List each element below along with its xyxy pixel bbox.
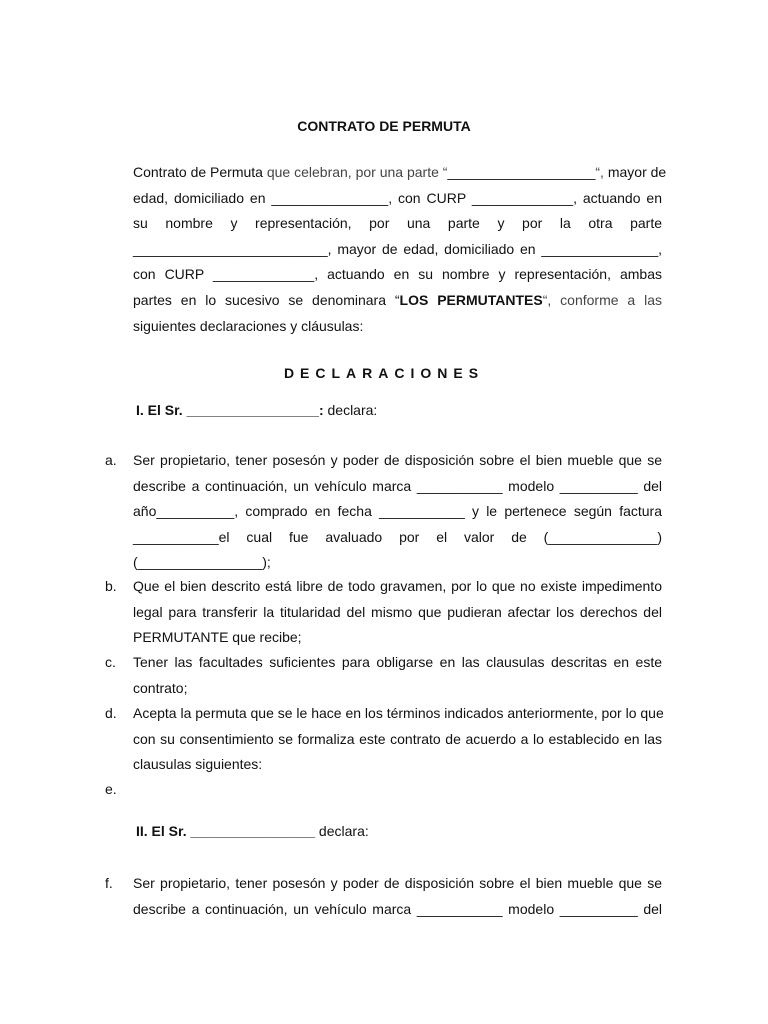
item-marker: d. [105,705,117,721]
document-title: CONTRATO DE PERMUTA [297,118,471,134]
document-page: CONTRATO DE PERMUTA Contrato de Permuta que celebran, por una parte “___________________“, mayor de edad, domiciliado en _______________, con CURP _____________, actuando en su nombre y representación, por una parte y por la otra parte _________________________, mayor de edad, domiciliado en _______________, con CURP _____________, actuando en su nombre y representación, ambas partes en lo sucesivo se denominara “LOS PERMUTANTES“, conforme a las siguientes declaraciones y cláusulas: DECLARACIONES I. El Sr. _________________: declara: a. Ser propietario, tener posesón y poder de disposición sobre el bien mueble que se describe a continuación, un vehículo marca ___________ modelo __________ del año__________, comprado en fecha ___________ y le pertenece según factura ___________el cual fue avaluado por el valor de (______________) (________________); b. Que el bien descrito está libre de todo gravamen, por lo que no existe impedimento legal para transferir la titularidad del mismo que pudieran afectar los derechos del PERMUTANTE que recibe; c. Tener las facultades suficientes para obligarse en las clausulas descritas en este contrato; d. Acepta la permuta que se le hace en los términos indicados anteriormente, por lo que con su consentimiento se formaliza este contrato de acuerdo a lo establecido en las clausulas siguientes: e. II. El Sr. ________________ declara: f. Ser propietario, tener posesón y poder de disposición sobre el bien mueble que se describe a continuación, un vehículo marca ___________ modelo __________ del [0,0,768,1024]
intro-line: _________________________, mayor de edad, domiciliado en _______________, [133,240,662,257]
intro-line: edad, domiciliado en _______________, con CURP _____________, actuando en [133,189,662,206]
declaraciones-heading: DECLARACIONES [283,365,485,381]
intro-line: su nombre y representación, por una parte y por la otra parte [133,215,662,232]
declarant-2: II. El Sr. ________________ declara: [136,823,369,839]
item-marker: e. [105,781,117,797]
item-marker: f. [105,875,113,891]
intro-paragraph [133,160,667,339]
item-marker: b. [105,578,117,594]
intro-line: con CURP _____________, actuando en su nombre y representación, ambas [133,266,662,283]
item-marker: c. [105,654,116,670]
item-marker: a. [105,452,117,468]
intro-line: siguientes declaraciones y cláusulas: [133,317,364,334]
intro-line: Contrato de Permuta que celebran, por una parte “___________________“, mayor de [133,164,667,180]
declarant-1: I. El Sr. _________________: declara: [136,402,378,418]
intro-line: partes en lo sucesivo se denominara “LOS PERMUTANTES“, conforme a las [133,291,662,308]
los-permutantes: LOS PERMUTANTES [399,291,543,308]
